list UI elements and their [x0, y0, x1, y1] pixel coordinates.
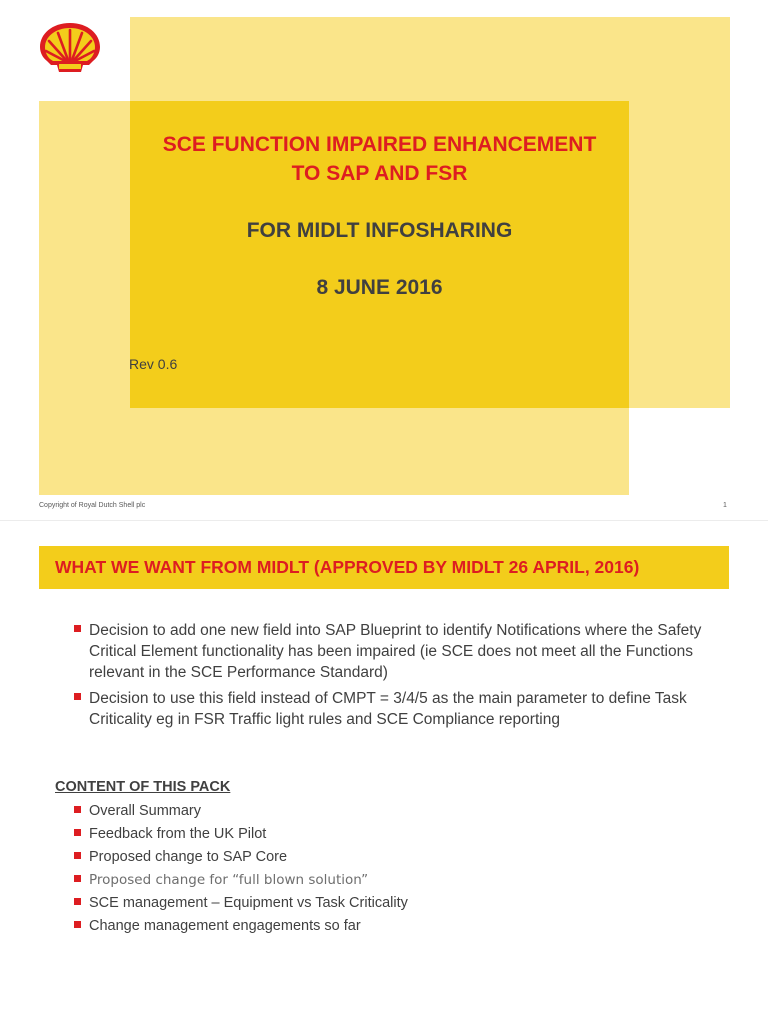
copyright-footer: Copyright of Royal Dutch Shell plc — [39, 502, 146, 509]
list-item — [74, 620, 734, 683]
bullet-square-icon — [74, 693, 81, 700]
bullet-square-icon — [74, 875, 81, 882]
list-item — [74, 892, 408, 915]
list-item — [74, 823, 408, 846]
bullet-square-icon — [74, 625, 81, 632]
content-item: Change management engagements so far — [89, 918, 361, 934]
content-item: Proposed change for “full blown solution” — [89, 872, 369, 888]
content-item: Feedback from the UK Pilot — [89, 826, 267, 842]
bullet-square-icon — [74, 806, 81, 813]
content-heading: CONTENT OF THIS PACK — [55, 779, 231, 795]
bullet-square-icon — [74, 829, 81, 836]
list-item — [74, 915, 408, 938]
slide-headline: WHAT WE WANT FROM MIDLT (APPROVED BY MIDLT 26 APRIL, 2016) — [55, 557, 640, 577]
content-item: Overall Summary — [89, 803, 201, 819]
bullet-square-icon — [74, 921, 81, 928]
list-item — [74, 846, 408, 869]
bullet-text: Decision to use this field instead of CMPT = 3/4/5 as the main parameter to define Task Criticality eg in FSR Traffic light rules and SCE Compliance reporting — [89, 690, 687, 728]
title-line-2: TO SAP AND FSR — [291, 162, 468, 185]
bullet-square-icon — [74, 898, 81, 905]
content-item: Proposed change to SAP Core — [89, 849, 288, 865]
list-item — [74, 688, 734, 730]
list-item — [74, 869, 408, 892]
bullet-text: Decision to add one new field into SAP Blueprint to identify Notifications where the Safety Critical Element functionality has been impaired (ie SCE does not meet all the Functions relevant in the SCE Performance Standard) — [89, 622, 702, 681]
date: 8 JUNE 2016 — [316, 276, 443, 299]
content-list — [74, 800, 408, 938]
list-item — [74, 800, 408, 823]
title-line-1: SCE FUNCTION IMPAIRED ENHANCEMENT — [162, 133, 597, 156]
title-block — [130, 130, 629, 302]
shell-pecten-logo-icon — [38, 20, 102, 76]
revision-label: Rev 0.6 — [129, 356, 178, 372]
subtitle: FOR MIDLT INFOSHARING — [246, 219, 513, 242]
slide-divider — [0, 520, 768, 521]
page-number: 1 — [723, 502, 727, 509]
decision-list — [74, 620, 734, 735]
bullet-square-icon — [74, 852, 81, 859]
content-item: SCE management – Equipment vs Task Criticality — [89, 895, 408, 911]
